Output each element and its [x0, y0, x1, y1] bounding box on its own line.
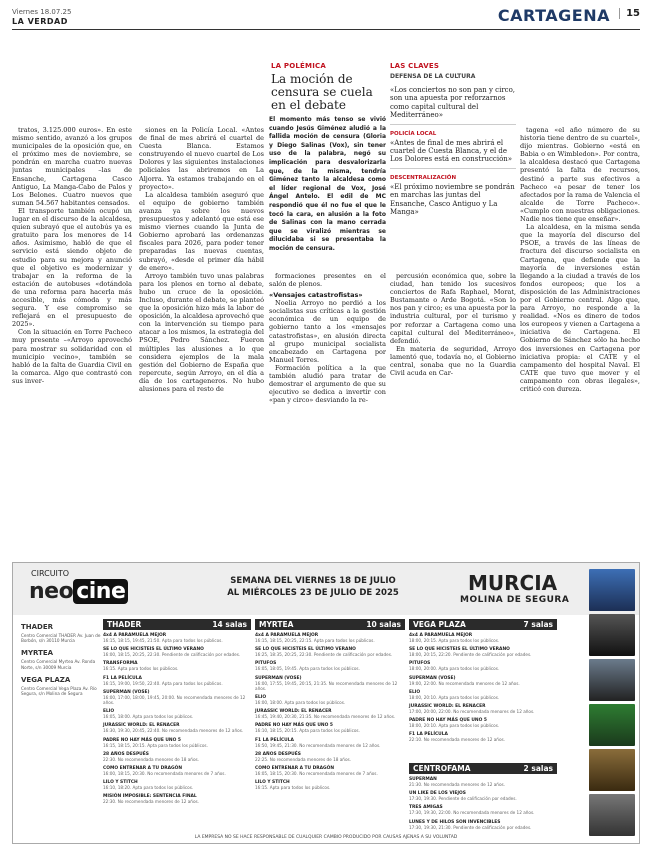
- film-listing: [409, 732, 557, 742]
- film-title: TRES AMIGAS: [409, 805, 443, 811]
- film-listing: [255, 647, 405, 657]
- newspaper-name: LA VERDAD: [12, 17, 68, 26]
- week-line: SEMANA DEL VIERNES 18 DE JULIO: [230, 576, 396, 586]
- polemica-body: El momento más tenso se vivió cuando Jesús Giménez aludió a la fallida moción de censura (Gloria y Diego Salinas (Vox), sin tener uso de la palabra, negó su implicación para desvalorizarla que, de la misma, tendría Giménez tanto la alcaldesa como el líder regional de Vox, José Ángel Antelo. El edil de MC respondió que él no fue el que le tocó la cara, en alusión a la foto de Salinas con la mano cerrada que se viralizó mientras se dilucidaba si se presentaba la moción de censura.: [269, 116, 386, 252]
- film-listing: [103, 661, 251, 671]
- film-showtimes: 16:15. Apta para todos los públicos.: [103, 666, 179, 672]
- cinema-name: MYRTEA: [259, 620, 294, 629]
- film-title: F1 LA PELÍCULA: [255, 737, 294, 743]
- claves-quote: «Antes de final de mes abrirá el cuartel de Cuesta Blanca, y el de Los Dolores está en construcción»: [390, 138, 513, 164]
- film-showtimes: 16:30, 19:30, 20:45, 22:40. No recomendada menores de 12 años.: [103, 728, 244, 734]
- section-title: CARTAGENA: [497, 6, 610, 25]
- film-title: SUPERMAN (VOSE): [255, 675, 302, 681]
- film-listing: [409, 777, 557, 787]
- logo-part: cine: [73, 579, 128, 604]
- film-title: 4x4 A PARAMUELA MEJOR: [409, 633, 473, 638]
- film-showtimes: 16:50, 19:45, 21:30. No recomendada menores de 12 años.: [255, 742, 381, 748]
- film-title: SUPERMAN (VOSE): [103, 689, 150, 695]
- film-showtimes: 16:15. Apta para todos los públicos.: [255, 785, 331, 791]
- film-showtimes: 18:00, 20:10. Apta para todos los públicos.: [409, 694, 500, 700]
- film-title: SE LO QUE HICISTEIS EL ÚLTIMO VERANO: [409, 647, 510, 653]
- paragraph: tagena «el año número de su historia tiene dentro de su cuartel», dijo mientras. Gobierno «está en Babia o en Wimbledon». Por contra, la alcaldesa destacó que Cartagena presentó la falta de recursos, destinó a parte sus efectivos a Pacheco «a pesar de tener los afectados por la rama de Valencia el alcalde de Torre Pacheco». «Cumplo con nuestras obligaciones. Nadie nos tiene que enseñar».: [520, 126, 640, 224]
- film-listing: [409, 805, 557, 815]
- divider: [390, 124, 516, 125]
- film-showtimes: 16:05, 18:15, 20:30. No recomendada menores de 7 años.: [255, 771, 378, 777]
- film-showtimes: 16:00, 18:15, 20:25, 22:30. Pendiente de calificación por edades.: [103, 652, 241, 658]
- film-title: ELIO: [103, 709, 115, 715]
- paragraph: La alcaldesa, en la misma senda que la mayoría del discurso del PSOE, a través de las líneas de fractura del discurso socialista en Cartagena, que defiende que la mayoría de inversiones están llegando a la ciudad a través de los fondos europeos; que los a disposición de las Administraciones por el Gobierno central. Algo que, para Arroyo, no responde a la realidad. «Nos es dinero de todos los europeos y vienen a Cartagena a iniciativa de Cartagena. El Gobierno de Sánchez sólo ha hecho dos inversiones en Cartagena por iniciativa propia: el CATE y el campamento del hospital Naval. El CATE que tuvo que mover y el campamento con obras ilegales», criticó con dureza.: [520, 223, 640, 393]
- cinema-name: CENTROFAMA: [413, 764, 471, 773]
- film-listing: [255, 633, 405, 643]
- polemica-box: [271, 62, 381, 112]
- film-title: F1 LA PELÍCULA: [103, 675, 142, 681]
- film-listing: [103, 690, 251, 705]
- header-rule: [12, 29, 640, 30]
- movie-poster: [589, 794, 635, 836]
- film-showtimes: 16:00, 17:00, 18:00, 19:45, 20:00. No recomendada menores de 12 años.: [103, 694, 246, 706]
- film-listing: [103, 676, 251, 686]
- film-title: 28 AÑOS DESPUÉS: [255, 751, 301, 757]
- paragraph: Formación política a la que también aludió para tratar de demostrar el argumento de que su ejecutivo se dedica a invertir con «pan y circo» desviando la re-: [269, 363, 386, 405]
- venue-address: Centro Comercial THADER Av. Juan de Borbón, s/n 30110 Murcia: [21, 633, 101, 644]
- film-title: MISIÓN IMPOSIBLE: SENTENCIA FINAL: [103, 794, 197, 800]
- film-title: SE LO QUE HICISTEIS EL ÚLTIMO VERANO: [103, 647, 204, 653]
- cinema-rooms: 2 salas: [523, 764, 553, 773]
- film-title: PADRE NO HAY MÁS QUE UNO 5: [103, 737, 181, 743]
- paragraph: La alcaldesa también aseguró que el equipo de gobierno también avanza ya sobre los nuevos presupuestos y adelantó que está ese mismo viernes cuando la Junta de Gobierno aprobará las ordenanzas fiscales para 2026, para poder tener preparadas las nuevas cuentas, subrayó, «desde el primer día hábil de enero».: [139, 190, 264, 272]
- subheading: «Vensajes catastrofistas»: [269, 291, 363, 300]
- film-listing: [103, 709, 251, 719]
- film-listing: [409, 676, 557, 686]
- paragraph: En materia de seguridad, Arroyo lamentó que, todavía no, el Gobierno central, sonaba que no la Guardia Civil acuda en Car-: [390, 344, 516, 378]
- claves-quote: «El próximo noviembre se pondrán en marchas las juntas del Ensanche, Casco Antiguo y La Manga»: [390, 182, 515, 217]
- paragraph: Arroyo también tuvo unas palabras para los plenos en torno al debate, hubo un cruce de la oposición. Incluso, durante el debate, se planteó que la oposición hizo más la labor de oposición, la alcaldesa aprovechó que con la intervención su tiempo para atacar a los mismos, la estrategia del PSOE, Pedro Sánchez. Fueron múltiples las alusiones a lo que considera ejemplos de la mala gestión del Gobierno de España que repercute, según Arroyo, en el día a día de los cartageneros. No hubo alusiones para el resto de: [139, 271, 264, 393]
- paragraph: siones en la Policía Local. «Antes de final de mes abrirá el cuartel de Cuesta Blanca. Estamos construyendo el nuevo cuartel de Los Dolores y las siguientes instalaciones policiales las abriremos en La Aljorra. Ya estamos trabajando en el proyecto».: [139, 126, 264, 191]
- paragraph: formaciones presentes en el salón de plenos.: [269, 272, 386, 289]
- film-listing: [103, 647, 251, 657]
- film-title: LUNES Y DE HILOS SON INVENCIBLES: [409, 819, 501, 825]
- paragraph: Con la situación en Torre Pacheco muy presente –«Arroyo aprovechó para mostrar su solidaridad con el municipio vecino», también se habló de la falta de Guardia Civil en la comarca. Algo que contrastó con sus inver-: [12, 328, 132, 385]
- cinema-header: [255, 619, 405, 630]
- film-listing: [409, 718, 557, 728]
- cinema-rooms: 10 salas: [366, 620, 401, 629]
- film-listing: [255, 661, 405, 671]
- film-showtimes: 16:00, 18:00. Apta para todos los públicos.: [255, 700, 346, 706]
- publication-date: Viernes 18.07.25: [12, 8, 72, 16]
- film-showtimes: 22:25. No recomendada menores de 18 años.: [255, 756, 352, 762]
- film-title: PADRE NO HAY MÁS QUE UNO 5: [255, 723, 333, 729]
- ad-circuito-label: CIRCUITO: [31, 569, 70, 578]
- film-listing: [409, 647, 557, 657]
- film-listing: [255, 709, 405, 719]
- film-showtimes: 16:15, 19:00, 19:50, 22:40. Apta para todos los públicos.: [103, 680, 223, 686]
- film-title: JURASSIC WORLD: EL RENACER: [103, 723, 180, 729]
- article-column-1: [12, 126, 132, 546]
- film-showtimes: 18:00, 20:15. Apta para todos los públicos.: [409, 638, 500, 643]
- film-showtimes: 22:30. No recomendada menores de 18 años.: [103, 756, 200, 762]
- film-title: UN LIKE DE LOS VIEJOS: [409, 791, 466, 797]
- film-listing: [103, 752, 251, 762]
- film-listing: [103, 780, 251, 790]
- movie-poster: [589, 749, 635, 791]
- film-title: TRANSFORMA: [103, 661, 138, 667]
- film-showtimes: 18:00, 20:15, 22:20. Pendiente de calificación por edades.: [409, 652, 532, 658]
- cinema-header: [103, 619, 251, 630]
- ad-week-dates: [213, 575, 413, 599]
- film-showtimes: 16:15, 18:15, 20:25, 22:15. Apta para todos los públicos.: [255, 638, 375, 643]
- film-title: PITUFOS: [255, 661, 277, 667]
- polemica-title: La moción de censura se cuela en el debate: [271, 72, 373, 112]
- paragraph: El transporte también ocupó un lugar en el discurso de la alcaldesa, quien subrayó que el autobús ya es gratuito para los menores de 14 años. Asimismo, habló de que el servicio está siendo objeto de estudio para su mejora y anunció que el objetivo es modernizar y trabajar en la reforma de la estación de autobuses «dotándola de una reforma para hacerla más accesible, más cómoda y más segura. Y ese compromiso se reflejará en el presupuesto de 2025».: [12, 206, 132, 329]
- movie-poster: [589, 704, 635, 746]
- claves-label: DESCENTRALIZACIÓN: [390, 174, 457, 181]
- cinema-rooms: 7 salas: [523, 620, 553, 629]
- polemica-kicker: LA POLÉMICA: [271, 62, 326, 70]
- film-showtimes: 16:00, 18:15, 20:30. No recomendada menores de 7 años.: [103, 771, 226, 777]
- film-listing: [409, 820, 557, 830]
- film-listing: [409, 704, 557, 714]
- article-column-4: [390, 272, 516, 546]
- article-column-2: [139, 126, 264, 546]
- film-listing: [255, 723, 405, 733]
- film-title: PADRE NO HAY MÁS QUE UNO 5: [409, 718, 487, 724]
- film-showtimes: 21:30. No recomendada menores de 12 años.: [409, 782, 506, 787]
- film-title: F1 LA PELÍCULA: [409, 732, 448, 738]
- cinema-advertisement: [12, 562, 640, 844]
- film-showtimes: 17:00, 20:00, 22:00. No recomendada menores de 12 años.: [409, 709, 535, 715]
- film-listing: [255, 738, 405, 748]
- film-listing: [409, 690, 557, 700]
- film-listing: [103, 766, 251, 776]
- paragraph: percusión económica que, sobre la ciudad, han tenido los sucesivos conciertos de Rafa Raphael, Morat, Bustamante o Arde Bogotá. «Son lo nos pan y circo; es una apuesta por la industria cultural, por el turismo y por reforzar a Cartagena como una capital cultural del Mediterráneo», defendió.: [390, 272, 516, 345]
- film-showtimes: 18:00, 20:00. Apta para todos los públicos.: [409, 666, 500, 672]
- venue-block: [21, 676, 101, 696]
- film-title: PITUFOS: [409, 661, 431, 667]
- film-listing: [255, 752, 405, 762]
- film-listing: [409, 791, 557, 801]
- film-showtimes: 19:00, 22:00. No recomendada menores de 12 años.: [409, 680, 520, 686]
- movie-poster: [589, 569, 635, 611]
- film-title: JURASSIC WORLD: EL RENACER: [409, 704, 486, 710]
- claves-item: [390, 131, 516, 164]
- film-title: 28 AÑOS DESPUÉS: [103, 751, 149, 757]
- film-showtimes: 22:30. No recomendada menores de 12 años.: [103, 799, 200, 805]
- cinema-listing-myrtea: [255, 619, 405, 794]
- cinema-listing-vega-plaza: [409, 619, 557, 747]
- film-title: ELIO: [255, 695, 267, 701]
- film-listing: [255, 766, 405, 776]
- logo-part: neo: [29, 579, 74, 604]
- film-title: ELIO: [409, 689, 421, 695]
- cinema-listing-thader: [103, 619, 251, 809]
- ad-sidebar: [21, 623, 101, 702]
- film-showtimes: 16:05, 18:05, 19:45. Apta para todos los públicos.: [255, 666, 360, 672]
- claves-item: [390, 175, 516, 217]
- venue-address: Centro Comercial Myrtea Av. Ronda Norte, s/n 30009 Murcia: [21, 659, 96, 670]
- claves-subtitle: DEFENSA DE LA CULTURA: [390, 73, 476, 80]
- neocine-logo: [29, 579, 128, 604]
- venue-block: [21, 623, 101, 643]
- film-title: LILO Y STITCH: [103, 780, 138, 786]
- film-listing: [409, 661, 557, 671]
- venue-block: [21, 649, 101, 669]
- film-title: SE LO QUE HICISTEIS EL ÚLTIMO VERANO: [255, 647, 356, 653]
- claves-box: [390, 62, 516, 216]
- paragraph: Noelia Arroyo no perdió a los socialistas sus críticas a la gestión económica de un equipo de gobierno tanto a los «mensajes catastrofistas», en alusión directa al grupo municipal socialista encabezado en Cartagena por Manuel Torres.: [269, 299, 386, 364]
- film-title: 4x4 A PARAMUELA MEJOR: [255, 633, 319, 638]
- film-listing: [255, 780, 405, 790]
- week-line: AL MIÉRCOLES 23 DE JULIO DE 2025: [227, 588, 399, 598]
- film-listing: [255, 676, 405, 691]
- film-title: JURASSIC WORLD: EL RENACER: [255, 709, 332, 715]
- venue-logo: MYRTEA: [21, 649, 54, 658]
- film-listing: [409, 633, 557, 643]
- cinema-header: [409, 619, 557, 630]
- ad-city: MURCIA: [468, 571, 558, 595]
- venue-address: Centro Comercial Vega Plaza Av. Río Segura, s/n Molina de Segura: [21, 685, 97, 697]
- movie-poster: [589, 659, 635, 701]
- claves-kicker: LAS CLAVES: [390, 62, 440, 70]
- film-showtimes: 16:10, 18:20. Apta para todos los públicos.: [103, 785, 194, 791]
- cinema-name: THADER: [107, 620, 142, 629]
- poster-strip: [589, 569, 635, 837]
- article-column-3: [269, 272, 386, 546]
- film-showtimes: 16:45, 19:40, 20:30, 21:35. No recomendada menores de 12 años.: [255, 714, 396, 720]
- claves-quote: «Los conciertos no son pan y circo, son una apuesta por reforzarnos como capital cultural del Mediterráneo»: [390, 86, 516, 120]
- film-listing: [103, 738, 251, 748]
- cinema-listing-centrofama: [409, 763, 557, 834]
- cinema-rooms: 14 salas: [212, 620, 247, 629]
- claves-label: POLICÍA LOCAL: [390, 130, 437, 137]
- page-number: 15: [619, 8, 640, 19]
- film-showtimes: 17:30, 19:30, 22:00. No recomendada menores de 12 años.: [409, 810, 535, 816]
- film-showtimes: 16:15, 18:15, 20:15. Apta para todos los públicos.: [103, 742, 208, 748]
- cinema-header: [409, 763, 557, 774]
- film-showtimes: 16:05, 18:00. Apta para todos los públicos.: [103, 714, 194, 720]
- film-listing: [255, 695, 405, 705]
- film-title: SUPERMAN (VOSE): [409, 675, 456, 681]
- film-title: COMO ENTRENAR A TU DRAGÓN: [103, 766, 183, 772]
- venue-logo: THADER: [21, 623, 54, 631]
- film-showtimes: 22:10. No recomendada menores de 12 años.: [409, 737, 506, 743]
- claves-item: [390, 86, 516, 120]
- divider: [390, 168, 516, 169]
- film-showtimes: 16:10, 18:15, 20:15. Apta para todos los públicos.: [255, 728, 360, 734]
- cinema-name: VEGA PLAZA: [413, 620, 466, 629]
- venue-logo: VEGA PLAZA: [21, 675, 71, 684]
- film-listing: [103, 723, 251, 733]
- ad-city-secondary: MOLINA DE SEGURA: [460, 595, 570, 605]
- ad-disclaimer: LA EMPRESA NO SE HACE RESPONSABLE DE CUALQUIER CAMBIO PRODUCIDO POR CAUSAS AJENAS A SU VOLUNTAD: [194, 835, 458, 840]
- article-column-5: [520, 126, 640, 546]
- film-title: LILO Y STITCH: [255, 780, 290, 786]
- film-showtimes: 16:25, 18:35, 20:25, 22:30. Pendiente de calificación por edades.: [255, 652, 393, 658]
- film-listing: [103, 794, 251, 804]
- film-showtimes: 17:30, 19:30, 21:30. Pendiente de calificación por edades.: [409, 824, 532, 830]
- film-showtimes: 18:00, 20:10. Apta para todos los públicos.: [409, 723, 500, 729]
- film-title: COMO ENTRENAR A TU DRAGÓN: [255, 766, 335, 772]
- film-showtimes: 17:30, 19:30. Pendiente de calificación por edades.: [409, 796, 517, 802]
- film-listing: [103, 633, 251, 643]
- film-title: 4x4 A PARAMUELA MEJOR: [103, 633, 167, 638]
- paragraph: tratos, 3.125.000 euros». En este mismo sentido, avanzó a los grupos municipales de la oposición que, en el próximo mes de noviembre, se pondrán en marcha cuatro nuevas juntas municipales –las de Ensanche, Cartagena Casco Antiguo, La Manga-Cabo de Palos y Los Belones. Cuatro nuevos que suman 54.567 habitantes censados.: [12, 126, 132, 207]
- movie-poster: [589, 614, 635, 656]
- film-showtimes: 16:15, 18:15, 19:45, 21:50. Apta para todos los públicos.: [103, 638, 223, 643]
- film-showtimes: 16:00, 17:55, 19:45, 20:15, 21:35. No recomendada menores de 12 años.: [255, 680, 398, 691]
- film-title: SUPERMAN: [409, 777, 437, 782]
